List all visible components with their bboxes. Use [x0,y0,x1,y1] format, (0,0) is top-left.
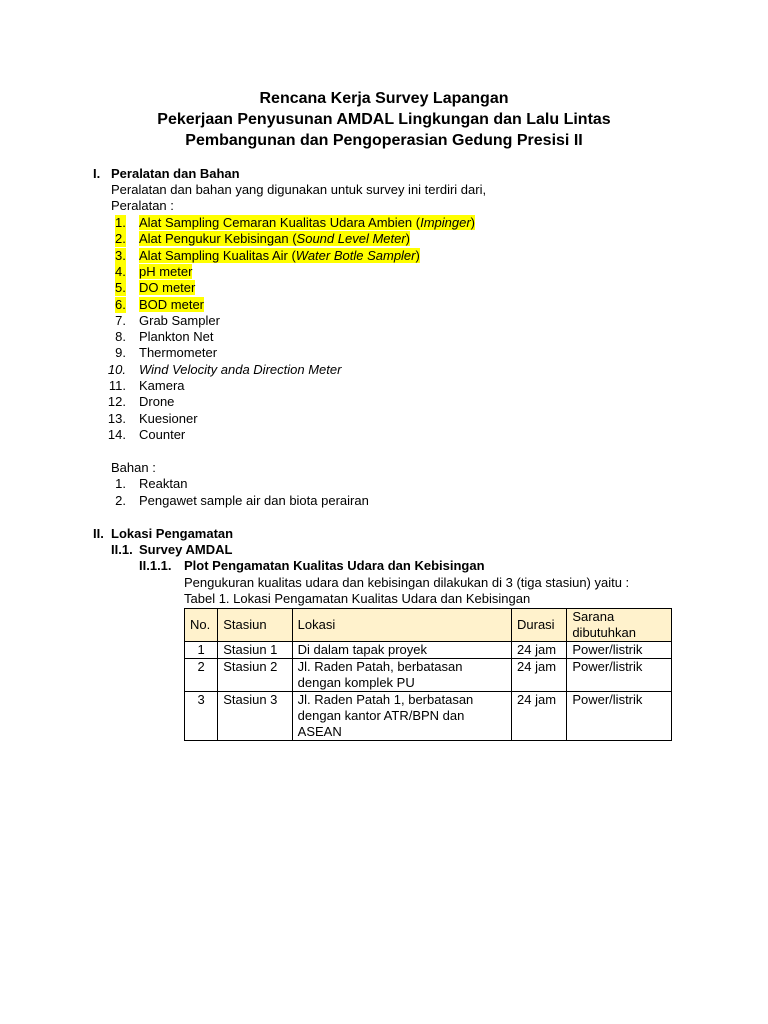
subsubsection-number: II.1.1. [139,558,172,573]
peralatan-number: 5. [115,280,126,295]
peralatan-item: Drone [139,394,175,409]
section-1-intro: Peralatan dan bahan yang digunakan untuk survey ini terdiri dari, [111,182,487,197]
document-subtitle: Pekerjaan Penyusunan AMDAL Lingkungan dan Lalu Lintas [157,111,611,128]
peralatan-item: Wind Velocity anda Direction Meter [139,362,342,377]
peralatan-number: 4. [115,264,126,279]
cell-no: 2 [185,659,218,692]
cell-stasiun: Stasiun 1 [218,642,292,659]
cell-lokasi: Di dalam tapak proyek [292,642,511,659]
document-title: Rencana Kerja Survey Lapangan [259,90,509,107]
peralatan-label: Peralatan : [111,198,174,213]
table-row [185,642,672,659]
cell-lokasi: Jl. Raden Patah, berbatasan dengan komplek PU [292,659,511,692]
cell-no: 3 [185,692,218,741]
table-row [185,692,672,741]
cell-no: 1 [185,642,218,659]
cell-durasi: 24 jam [512,659,567,692]
header-lokasi: Lokasi [292,609,511,642]
peralatan-item: Counter [139,427,186,442]
cell-durasi: 24 jam [512,642,567,659]
table-row [185,659,672,692]
section-1-number: I. [93,166,101,181]
peralatan-item: Alat Sampling Cemaran Kualitas Udara Ambien (Impinger) [139,215,476,230]
peralatan-number: 12. [107,394,126,409]
cell-sarana: Power/listrik [567,659,672,692]
cell-lokasi: Jl. Raden Patah 1, berbatasan dengan kantor ATR/BPN dan ASEAN [292,692,511,741]
peralatan-number: 11. [108,378,126,393]
cell-durasi: 24 jam [512,692,567,741]
peralatan-number: 2. [115,231,126,246]
peralatan-item: Kamera [139,378,185,393]
peralatan-item: Kuesioner [139,411,198,426]
peralatan-number: 14. [107,427,126,442]
peralatan-number: 6. [115,297,126,312]
document-subtitle-2: Pembangunan dan Pengoperasian Gedung Presisi II [185,132,583,149]
peralatan-item: BOD meter [139,297,205,312]
peralatan-number: 3. [115,248,126,263]
peralatan-number: 1. [115,215,126,230]
peralatan-number: 13. [107,411,126,426]
peralatan-item: Plankton Net [139,329,214,344]
cell-stasiun: Stasiun 2 [218,659,292,692]
section-2-heading: Lokasi Pengamatan [111,526,234,541]
header-no: No. [185,609,218,642]
paragraph: Pengukuran kualitas udara dan kebisingan dilakukan di 3 (tiga stasiun) yaitu : [184,575,630,590]
subsection-number: II.1. [111,542,133,557]
subsection-heading: Survey AMDAL [139,542,233,557]
cell-stasiun: Stasiun 3 [218,692,292,741]
peralatan-item: Alat Pengukur Kebisingan (Sound Level Meter) [139,231,411,246]
peralatan-item: Alat Sampling Kualitas Air (Water Botle Sampler) [139,248,420,263]
subsubsection-heading: Plot Pengamatan Kualitas Udara dan Kebisingan [184,558,485,573]
peralatan-number: 7. [115,313,126,328]
cell-sarana: Power/listrik [567,692,672,741]
peralatan-number: 8. [115,329,126,344]
cell-sarana: Power/listrik [567,642,672,659]
header-stasiun: Stasiun [218,609,292,642]
header-durasi: Durasi [512,609,567,642]
table-caption: Tabel 1. Lokasi Pengamatan Kualitas Udara dan Kebisingan [184,591,531,606]
bahan-item: Reaktan [139,476,188,491]
peralatan-item: DO meter [139,280,196,295]
section-1-heading: Peralatan dan Bahan [111,166,240,181]
table-header-row [185,609,672,642]
bahan-item: Pengawet sample air dan biota perairan [139,493,369,508]
location-table [184,608,672,741]
peralatan-item: Thermometer [139,345,218,360]
header-sarana: Sarana dibutuhkan [567,609,672,642]
bahan-number: 1. [115,476,126,491]
peralatan-item: Grab Sampler [139,313,220,328]
peralatan-item: pH meter [139,264,193,279]
bahan-number: 2. [115,493,126,508]
bahan-label: Bahan : [111,460,156,475]
peralatan-number: 10. [107,362,126,377]
peralatan-number: 9. [115,345,126,360]
section-2-number: II. [93,526,104,541]
